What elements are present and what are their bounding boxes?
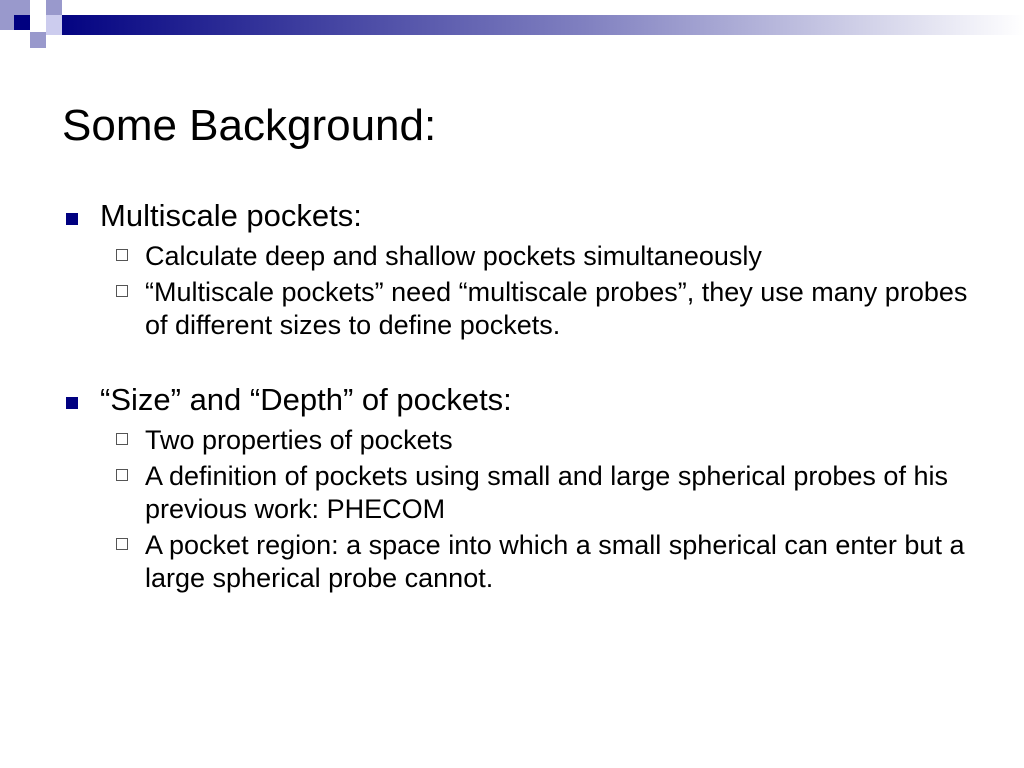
sub-bullet-item [62, 460, 975, 526]
hollow-square-bullet-icon [116, 285, 128, 297]
hollow-square-bullet-icon [116, 433, 128, 445]
square-bullet-icon [66, 397, 78, 409]
sub-bullet-text: Two properties of pockets [145, 425, 453, 455]
bullet-item-multiscale-pockets [62, 198, 992, 342]
header-block [30, 15, 46, 30]
header-block [30, 32, 46, 48]
sub-bullet-list [62, 240, 992, 342]
sub-bullet-text: Calculate deep and shallow pockets simultaneously [145, 241, 762, 271]
bullet-text: “Size” and “Depth” of pockets: [100, 382, 512, 417]
sub-bullet-list [62, 424, 992, 595]
hollow-square-bullet-icon [116, 249, 128, 261]
header-block [14, 15, 30, 30]
header-gradient-band [46, 15, 1024, 35]
slide-title: Some Background: [62, 101, 437, 150]
hollow-square-bullet-icon [116, 469, 128, 481]
sub-bullet-text: A definition of pockets using small and large spherical probes of his previous work: PHECOM [145, 461, 948, 524]
bullet-item-size-and-depth [62, 382, 992, 595]
slide-body [62, 198, 992, 598]
header-block [46, 15, 62, 35]
square-bullet-icon [66, 213, 78, 225]
header-block [30, 0, 46, 15]
hollow-square-bullet-icon [116, 538, 128, 550]
header-block [46, 0, 62, 15]
sub-bullet-item [62, 240, 992, 273]
sub-bullet-text: “Multiscale pockets” need “multiscale probes”, they use many probes of different sizes to define pockets. [145, 277, 968, 340]
bullet-text: Multiscale pockets: [100, 198, 362, 233]
sub-bullet-item [62, 424, 992, 457]
sub-bullet-item [62, 529, 975, 595]
sub-bullet-text: A pocket region: a space into which a small spherical can enter but a large spherical probe cannot. [145, 530, 965, 593]
header-decoration [0, 0, 1024, 64]
sub-bullet-item [62, 276, 975, 342]
